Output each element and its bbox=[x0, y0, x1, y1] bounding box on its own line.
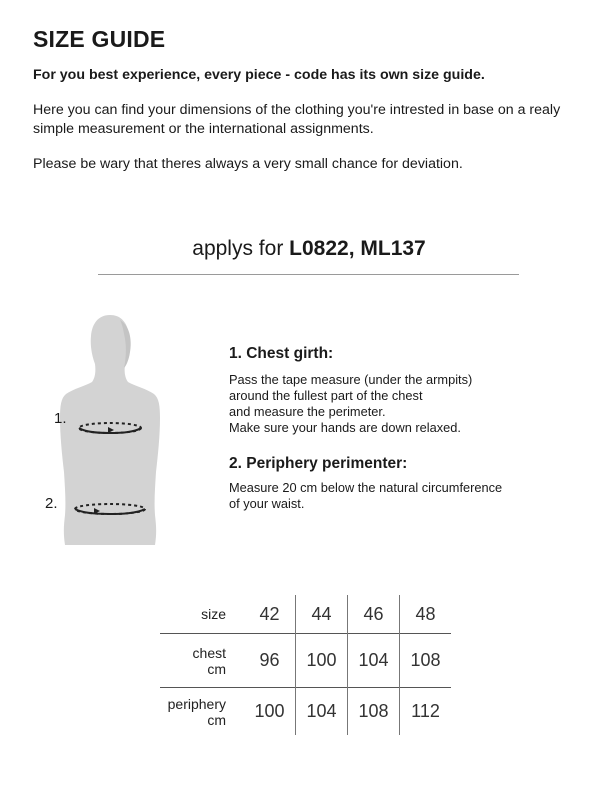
chest-cell: 100 bbox=[296, 634, 348, 688]
row-label-periphery bbox=[160, 688, 244, 736]
chest-cell: 108 bbox=[400, 634, 452, 688]
page-title: SIZE GUIDE bbox=[33, 26, 166, 52]
deviation-note: Please be wary that theres always a very small chance for deviation. bbox=[33, 156, 463, 172]
periphery-heading: 2. Periphery perimenter: bbox=[229, 455, 408, 472]
table-row-periphery bbox=[160, 688, 451, 736]
row-label-chest-name: chest bbox=[192, 644, 226, 661]
row-label-periphery-name: periphery bbox=[167, 695, 226, 712]
row-label-periphery-unit: cm bbox=[207, 711, 226, 728]
size-cell: 46 bbox=[348, 595, 400, 634]
row-label-chest bbox=[160, 634, 244, 688]
chest-girth-heading: 1. Chest girth: bbox=[229, 345, 334, 362]
periphery-cell: 104 bbox=[296, 688, 348, 736]
body-silhouette-illustration bbox=[40, 310, 180, 550]
chest-girth-instructions: Pass the tape measure (under the armpits) around the fullest part of the chest and measure the perimeter. Make sure your hands are down relaxed. bbox=[229, 372, 473, 435]
applies-heading bbox=[0, 237, 600, 261]
periphery-cell: 100 bbox=[244, 688, 296, 736]
size-cell: 48 bbox=[415, 603, 436, 624]
divider bbox=[98, 274, 519, 275]
row-label-chest-unit: cm bbox=[207, 660, 226, 677]
periphery-cell: 108 bbox=[348, 688, 400, 736]
product-codes: L0822, ML137 bbox=[289, 237, 426, 260]
periphery-cell: 112 bbox=[400, 688, 452, 736]
row-label-size: size bbox=[201, 606, 226, 622]
table-row-chest bbox=[160, 634, 451, 688]
marker-2: 2. bbox=[45, 495, 58, 512]
table-row-size bbox=[160, 595, 451, 634]
periphery-instructions: Measure 20 cm below the natural circumference of your waist. bbox=[229, 480, 503, 511]
intro-paragraph: Here you can find your dimensions of the clothing you're intrested in base on a realy simple measurement or the international assignments. bbox=[33, 102, 561, 137]
chest-cell: 96 bbox=[244, 634, 296, 688]
applies-prefix: applys for bbox=[192, 237, 290, 260]
lead-text: For you best experience, every piece - code has its own size guide. bbox=[33, 67, 485, 83]
marker-1: 1. bbox=[54, 410, 67, 427]
size-cell: 42 bbox=[244, 595, 296, 634]
size-table bbox=[160, 595, 451, 735]
size-cell: 44 bbox=[296, 595, 348, 634]
chest-cell: 104 bbox=[348, 634, 400, 688]
